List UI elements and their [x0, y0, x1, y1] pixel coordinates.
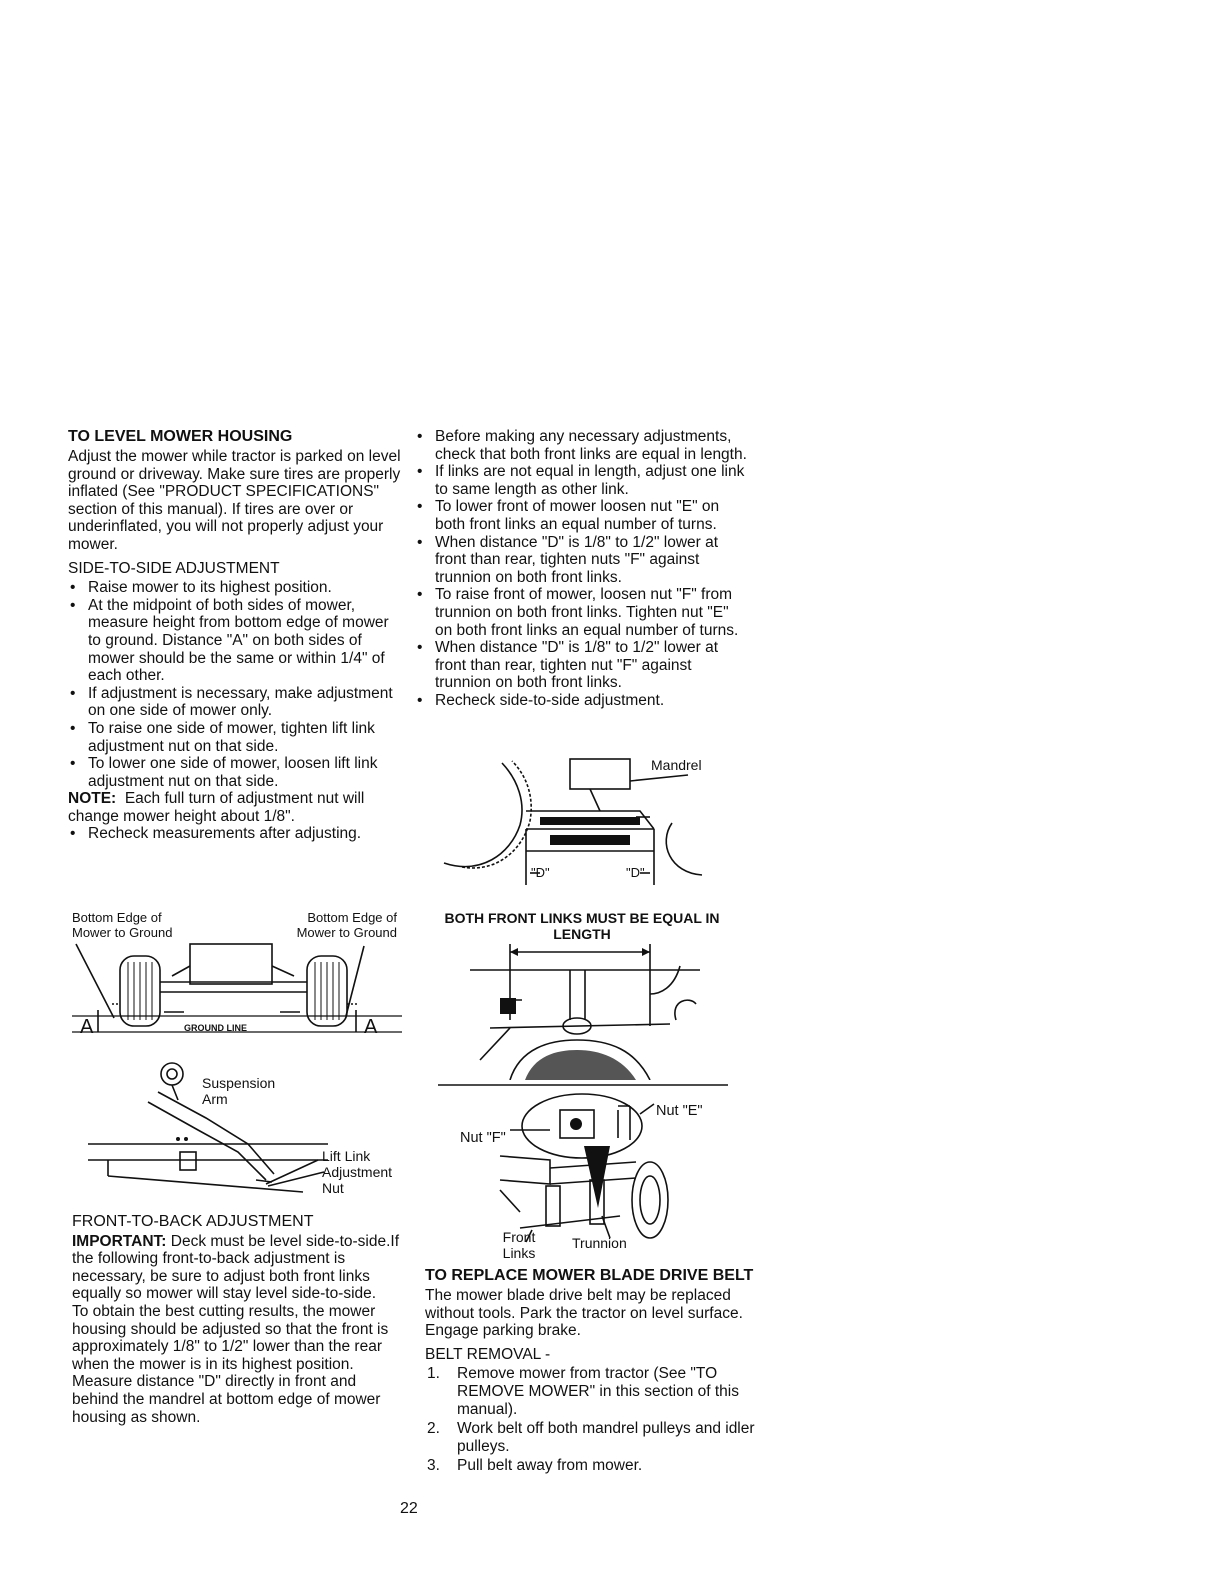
fig1-label-left: Bottom Edge of Mower to Ground [72, 910, 173, 940]
divider-line [438, 1083, 728, 1087]
note-label: NOTE: [68, 790, 117, 808]
list-item: • Raise mower to its highest position. [68, 579, 403, 597]
recheck-list [68, 825, 403, 843]
trunnion-label: Trunnion [572, 1235, 627, 1251]
step-number: 3. [427, 1457, 440, 1475]
level-mower-heading: TO LEVEL MOWER HOUSING [68, 428, 293, 445]
list-item: • If adjustment is necessary, make adjustment on one side of mower only. [68, 685, 403, 720]
front-link-bullets [415, 428, 750, 710]
list-item [425, 1457, 760, 1475]
left-column [68, 428, 403, 843]
ground-line-label: GROUND LINE [184, 1023, 247, 1033]
belt-intro: The mower blade drive belt may be replaced without tools. Park the tractor on level surface. Engage parking brake. [425, 1287, 743, 1340]
step-text: Work belt off both mandrel pulleys and idler pulleys. [457, 1420, 755, 1455]
list-item: • To raise front of mower, loosen nut "F" from trunnion on both front links. Tighten nut "E" on both front links an equal number of turns. [415, 586, 750, 639]
fig1-a-right: A [364, 1016, 378, 1038]
d-left-label: "D" [531, 865, 550, 880]
front-links-figure [470, 940, 710, 1080]
step-text: Pull belt away from mower. [457, 1457, 643, 1475]
list-item: • Recheck side-to-side adjustment. [415, 692, 750, 710]
mandrel-figure [440, 755, 715, 890]
fig1-a-left: A [80, 1016, 94, 1038]
list-item: • When distance "D" is 1/8" to 1/2" lower at front than rear, tighten nuts "F" against trunnion on both front links. [415, 534, 750, 587]
equal-links-caption: BOTH FRONT LINKS MUST BE EQUAL IN LENGTH [444, 910, 720, 942]
belt-heading: TO REPLACE MOWER BLADE DRIVE BELT [425, 1267, 754, 1284]
important-text: Deck must be level side-to-side.If the following front-to-back adjustment is necessary, be sure to adjust both front links equally so mower will stay level side-to-side. [72, 1232, 400, 1303]
belt-section [425, 1267, 760, 1477]
step-number: 2. [427, 1420, 440, 1438]
list-item: • Before making any necessary adjustments, check that both front links are equal in length. [415, 428, 750, 463]
nut-e-label: Nut "E" [656, 1103, 703, 1119]
front-to-back-heading: FRONT-TO-BACK ADJUSTMENT [72, 1213, 314, 1230]
list-item: • To lower front of mower loosen nut "E" on both front links an equal number of turns. [415, 498, 750, 533]
note-text: Each full turn of adjustment nut will change mower height about 1/8". [68, 790, 365, 825]
measure-paragraph: Measure distance "D" directly in front and behind the mandrel at bottom edge of mower housing as shown. [72, 1373, 381, 1426]
front-to-back-section [72, 1213, 402, 1426]
suspension-arm-label: Suspension Arm [202, 1075, 276, 1107]
cutting-paragraph: To obtain the best cutting results, the mower housing should be adjusted so that the front is approximately 1/8" to 1/2" lower than the rear when the mower is in its highest position. [72, 1302, 389, 1373]
nut-f-label: Nut "F" [460, 1130, 506, 1146]
important-note [72, 1233, 402, 1303]
fig1-label-right: Bottom Edge of Mower to Ground [296, 910, 397, 940]
side-to-side-heading: SIDE-TO-SIDE ADJUSTMENT [68, 559, 280, 577]
nut-figure [490, 1090, 680, 1250]
list-item [425, 1365, 760, 1418]
front-links-label: Front Links [502, 1229, 536, 1261]
right-column [415, 428, 750, 710]
note [68, 790, 403, 825]
list-item [425, 1420, 760, 1455]
list-item: • If links are not equal in length, adjust one link to same length as other link. [415, 463, 750, 498]
lift-link-label: Lift Link Adjustment Nut [322, 1148, 393, 1196]
mandrel-label: Mandrel [651, 757, 702, 773]
step-number: 1. [427, 1365, 440, 1383]
list-item: • To lower one side of mower, loosen lift link adjustment nut on that side. [68, 755, 403, 790]
side-bullets [68, 579, 403, 790]
list-item: • To raise one side of mower, tighten lift link adjustment nut on that side. [68, 720, 403, 755]
step-text: Remove mower from tractor (See "TO REMOVE MOWER" in this section of this manual). [457, 1365, 739, 1418]
important-label: IMPORTANT: [72, 1232, 167, 1250]
removal-steps [425, 1365, 760, 1475]
page-number: 22 [400, 1500, 418, 1517]
list-item: • Recheck measurements after adjusting. [68, 825, 403, 843]
belt-removal-heading: BELT REMOVAL - [425, 1345, 551, 1363]
level-intro: Adjust the mower while tractor is parked on level ground or driveway. Make sure tires are properly inflated (See "PRODUCT SPECIFICATIONS" section of this manual). If tires are over or underinflated, you will not properly adjust your mower. [68, 448, 401, 553]
list-item: • When distance "D" is 1/8" to 1/2" lower at front than rear, tighten nut "F" against trunnion on both front links. [415, 639, 750, 692]
d-right-label: "D" [626, 865, 645, 880]
list-item: • At the midpoint of both sides of mower, measure height from bottom edge of mower to ground. Distance "A" on both sides of mower should be the same or within 1/4" of each other. [68, 597, 403, 685]
